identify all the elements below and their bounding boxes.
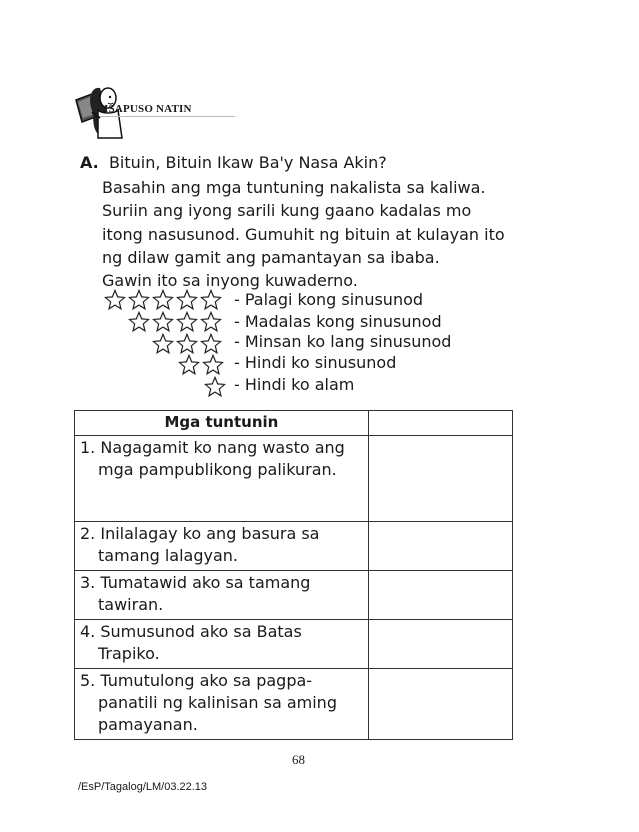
star-icon xyxy=(152,311,174,333)
scale-label: - Palagi kong sinusunod xyxy=(234,290,424,309)
instruction-line: itong nasusunod. Gumuhit ng bituin at kulayan ito xyxy=(102,224,505,244)
table-row xyxy=(75,522,513,571)
star-icon xyxy=(128,289,150,311)
star-icon xyxy=(176,289,198,311)
star-icon xyxy=(152,333,174,355)
instruction-line: ng dilaw gamit ang pamantayan sa ibaba. xyxy=(102,247,440,267)
scale-label: - Hindi ko sinusunod xyxy=(234,353,397,372)
rule-text: 4. Sumusunod ako sa Batas Trapiko. xyxy=(80,622,302,663)
star-row-5 xyxy=(104,289,222,311)
rule-text: 3. Tumatawid ako sa tamang tawiran. xyxy=(80,573,311,614)
rating-cell[interactable] xyxy=(368,669,512,740)
star-icon xyxy=(128,311,150,333)
table-header-rules: Mga tuntunin xyxy=(75,411,369,436)
table-row xyxy=(75,571,513,620)
section-title: ISAPUSO NATIN xyxy=(104,103,192,115)
section-title-underline xyxy=(100,116,235,117)
table-row xyxy=(75,620,513,669)
rating-cell[interactable] xyxy=(368,620,512,669)
instruction-line: Basahin ang mga tuntuning nakalista sa kaliwa. xyxy=(102,178,486,197)
activity-heading xyxy=(80,152,387,174)
star-icon xyxy=(176,311,198,333)
star-icon xyxy=(202,354,224,376)
star-icon xyxy=(200,289,222,311)
star-row-1 xyxy=(204,376,226,398)
activity-title: Bituin, Bituin Ikaw Ba'y Nasa Akin? xyxy=(108,153,387,172)
activity-instructions xyxy=(102,176,532,292)
rating-cell[interactable] xyxy=(368,571,512,620)
page-number: 68 xyxy=(292,752,305,767)
instruction-line: Suriin ang iyong sarili kung gaano kadalas mo xyxy=(102,201,472,221)
instruction-line: Gawin ito sa inyong kuwaderno. xyxy=(102,271,358,291)
star-icon xyxy=(104,289,126,311)
rule-text: 5. Tumutulong ako sa pagpa-panatili ng kalinisan sa aming pamayanan. xyxy=(80,671,337,734)
star-icon xyxy=(178,354,200,376)
scale-label: - Minsan ko lang sinusunod xyxy=(234,332,452,351)
rating-cell[interactable] xyxy=(368,436,512,522)
star-row-2 xyxy=(178,354,224,376)
scale-label: - Hindi ko alam xyxy=(234,375,355,394)
table-row xyxy=(75,669,513,740)
table-header-rating xyxy=(368,411,512,436)
star-icon xyxy=(204,376,226,398)
star-icon xyxy=(176,333,198,355)
rules-table xyxy=(74,410,513,740)
rule-text: 1. Nagagamit ko nang wasto ang mga pampublikong palikuran. xyxy=(80,438,345,479)
scale-label: - Madalas kong sinusunod xyxy=(234,312,442,331)
star-icon xyxy=(200,333,222,355)
document-code: /EsP/Tagalog/LM/03.22.13 xyxy=(78,781,208,793)
star-rating-scale xyxy=(104,289,504,401)
table-row xyxy=(75,436,513,522)
activity-letter: A. xyxy=(80,153,99,172)
star-icon xyxy=(200,311,222,333)
rating-cell[interactable] xyxy=(368,522,512,571)
star-row-3 xyxy=(152,333,222,355)
star-icon xyxy=(152,289,174,311)
table-header-row xyxy=(75,411,513,436)
star-row-4 xyxy=(128,311,222,333)
rule-text: 2. Inilalagay ko ang basura sa tamang lalagyan. xyxy=(80,524,320,565)
